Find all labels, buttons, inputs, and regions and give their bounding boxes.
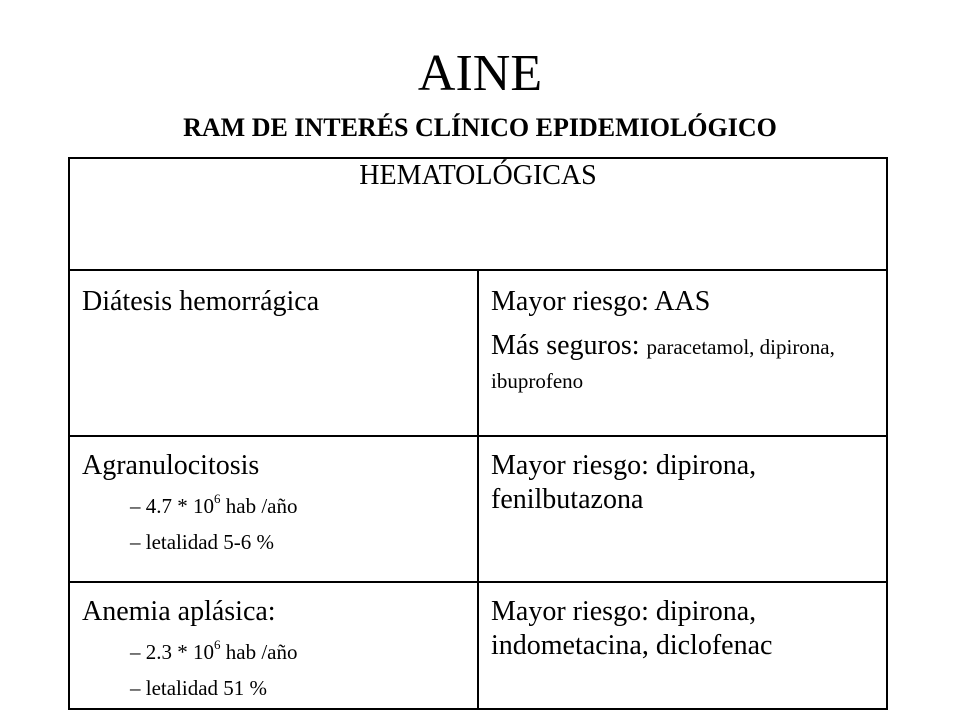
safer-drugs-list: paracetamol, dipirona, ibuprofeno <box>491 335 835 393</box>
risk-text: Mayor riesgo: AAS <box>491 286 711 317</box>
table-cell-condition <box>69 270 478 436</box>
lethality-bullet: – letalidad 5-6 % <box>130 530 275 554</box>
table-cell-risk <box>478 270 887 436</box>
incidence-bullet <box>82 639 465 665</box>
incidence-exponent: 6 <box>214 637 221 652</box>
table-header-row <box>69 158 887 270</box>
risk-text: Mayor riesgo: dipirona, fenilbutazona <box>491 450 757 515</box>
condition-label: Anemia aplásica: <box>82 596 276 627</box>
incidence-prefix: – 2.3 * 10 <box>130 640 214 664</box>
slide-subtitle: RAM DE INTERÉS CLÍNICO EPIDEMIOLÓGICO <box>183 113 777 142</box>
table-row <box>69 582 887 709</box>
incidence-suffix: hab /año <box>220 494 298 518</box>
condition-label: Diátesis hemorrágica <box>82 286 320 317</box>
incidence-suffix: hab /año <box>220 640 298 664</box>
safer-drugs-text <box>491 329 874 397</box>
table-cell-condition <box>69 582 478 709</box>
table-cell-risk <box>478 436 887 582</box>
incidence-exponent: 6 <box>214 491 221 506</box>
condition-label: Agranulocitosis <box>82 450 260 481</box>
table-header-label: HEMATOLÓGICAS <box>359 160 597 191</box>
adverse-reactions-table <box>68 157 888 710</box>
lethality-bullet: – letalidad 51 % <box>130 676 268 700</box>
table-cell-condition <box>69 436 478 582</box>
incidence-bullet <box>82 493 465 519</box>
slide-title: AINE <box>417 45 543 102</box>
safer-drugs-prefix: Más seguros: <box>491 330 647 361</box>
table-row <box>69 436 887 582</box>
incidence-prefix: – 4.7 * 10 <box>130 494 214 518</box>
table-cell-risk <box>478 582 887 709</box>
risk-text: Mayor riesgo: dipirona, indometacina, diclofenac <box>491 596 773 661</box>
table-row <box>69 270 887 436</box>
table-header-cell <box>69 158 887 270</box>
